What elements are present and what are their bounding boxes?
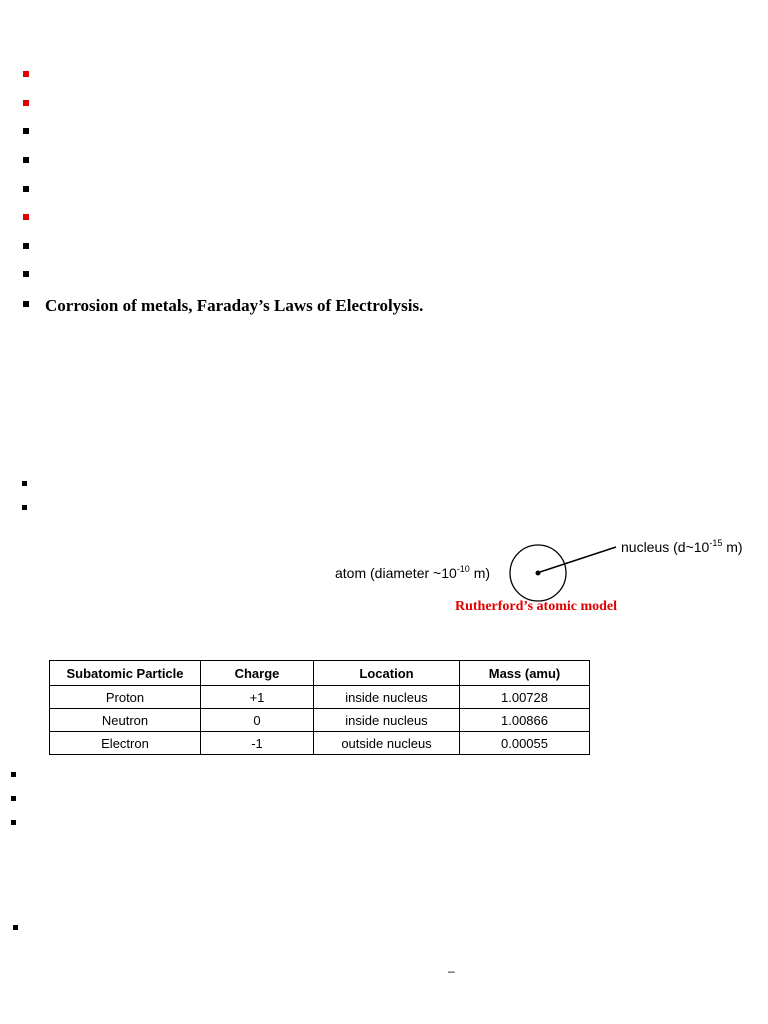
table-cell: inside nucleus	[314, 686, 460, 709]
list-bullet	[23, 271, 29, 277]
list-bullet	[11, 820, 16, 825]
list-bullet	[11, 772, 16, 777]
list-bullet	[23, 128, 29, 134]
list-bullet	[23, 71, 29, 77]
table-row	[50, 732, 590, 755]
list-bullet	[23, 186, 29, 192]
table-cell: inside nucleus	[314, 709, 460, 732]
diagram-caption: Rutherford’s atomic model	[455, 599, 618, 614]
list-bullet	[23, 243, 29, 249]
atom-circle	[510, 545, 566, 601]
table-cell: Electron	[50, 732, 201, 755]
nucleus-label: nucleus ($d\sim 10^{-15}$ m)	[621, 538, 743, 555]
table-cell: outside nucleus	[314, 732, 460, 755]
table-cell: 1.00866	[460, 709, 590, 732]
page-mark: –	[448, 964, 455, 978]
table-cell: Neutron	[50, 709, 201, 732]
list-bullet	[23, 100, 29, 106]
table-row	[50, 686, 590, 709]
column-header: Subatomic Particle	[50, 661, 201, 686]
table-cell: -1	[201, 732, 314, 755]
nucleus-dot	[536, 571, 541, 576]
list-bullet	[23, 157, 29, 163]
table-cell: +1	[201, 686, 314, 709]
table-cell: 1.00728	[460, 686, 590, 709]
subatomic-particle-table	[49, 660, 590, 755]
column-header: Charge	[201, 661, 314, 686]
column-header: Mass (amu)	[460, 661, 590, 686]
table-header-row	[50, 661, 590, 686]
list-bullet	[11, 796, 16, 801]
topic-corrosion-electrolysis: Corrosion of metals, Faraday’s Laws of Electrolysis.	[45, 296, 424, 315]
table-cell: 0	[201, 709, 314, 732]
atom-label: atom (diameter $\sim 10^{-10}$ m)	[335, 564, 491, 581]
list-bullet	[23, 214, 29, 220]
table-row	[50, 709, 590, 732]
list-bullet	[23, 301, 29, 307]
table-cell: 0.00055	[460, 732, 590, 755]
list-bullet	[13, 925, 18, 930]
nucleus-pointer-line	[540, 547, 616, 572]
list-bullet	[22, 481, 27, 486]
list-bullet	[22, 505, 27, 510]
column-header: Location	[314, 661, 460, 686]
table-cell: Proton	[50, 686, 201, 709]
